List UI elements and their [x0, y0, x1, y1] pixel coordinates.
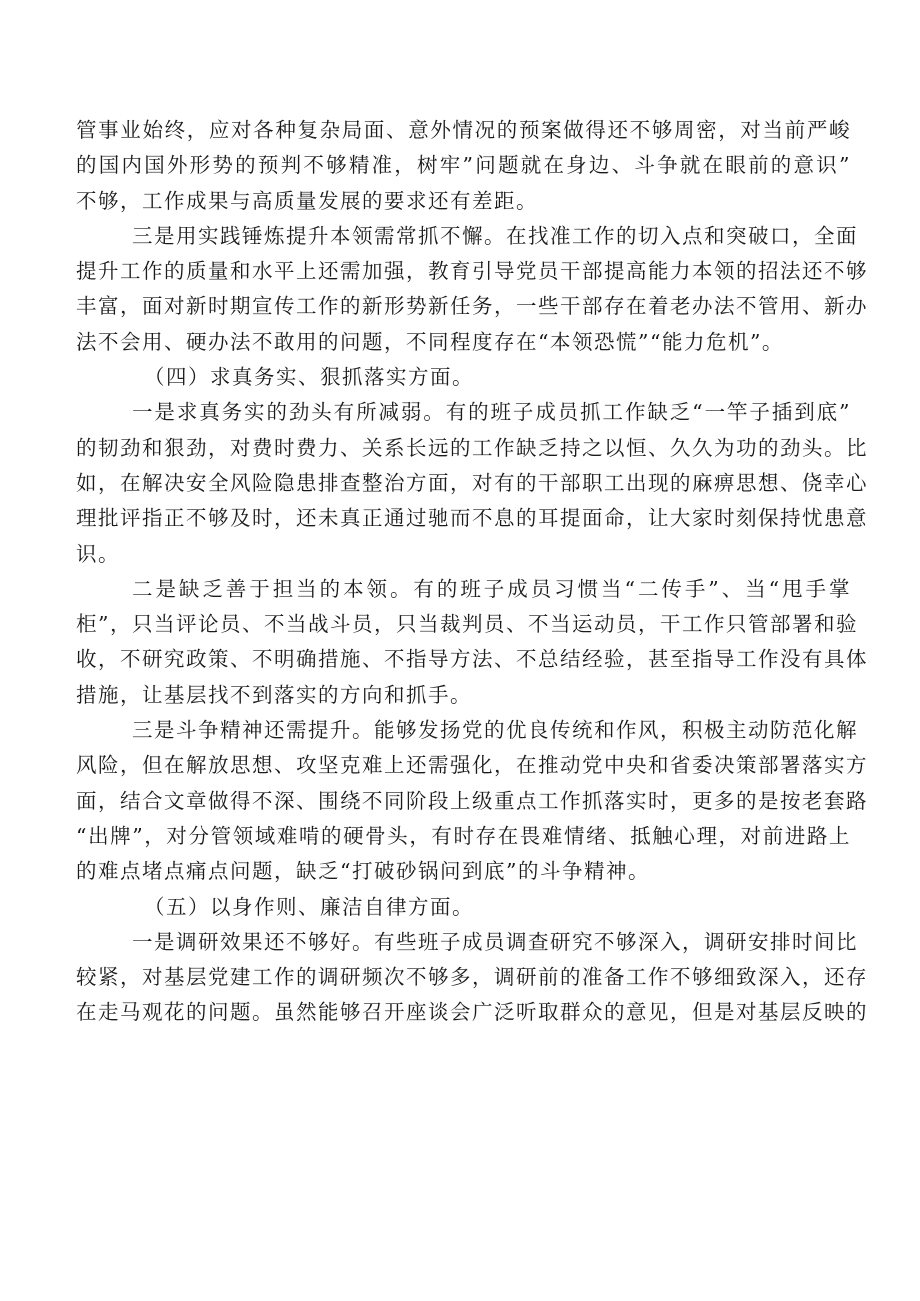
text-line: 理批评指正不够及时，还未真正通过驰而不息的耳提面命，让大家时刻保持忧患意 [76, 506, 868, 531]
text-line: 较紧，对基层党建工作的调研频次不够多，调研前的准备工作不够细致深入，还存 [76, 965, 868, 990]
text-line: 柜”，只当评论员、不当战斗员，只当裁判员、不当运动员，干工作只管部署和验 [76, 612, 858, 637]
text-line: 收，不研究政策、不明确措施、不指导方法、不总结经验，甚至指导工作没有具体 [76, 647, 868, 672]
paragraph-start: 二是缺乏善于担当的本领。有的班子成员习惯当“二传手”、当“甩手掌 [132, 576, 851, 601]
section-heading: （五）以身作则、廉洁自律方面。 [144, 894, 474, 919]
text-line: 的国内国外形势的预判不够精准，树牢”问题就在身边、斗争就在眼前的意识” [76, 153, 851, 178]
body-text [76, 113, 868, 1031]
paragraph-start: 一是求真务实的劲头有所减弱。有的班子成员抓工作缺乏“一竿子插到底” [132, 400, 851, 425]
text-line: 不够，工作成果与高质量发展的要求还有差距。 [76, 188, 538, 213]
text-line: 识。 [76, 541, 120, 566]
text-line: 风险，但在解放思想、攻坚克难上还需强化，在推动党中央和省委决策部署落实方 [76, 753, 868, 778]
text-line: 的韧劲和狠劲，对费时费力、关系长远的工作缺乏持之以恒、久久为功的劲头。比 [76, 435, 868, 460]
paragraph-start: 三是斗争精神还需提升。能够发扬党的优良传统和作风，积极主动防范化解 [132, 718, 858, 743]
section-heading: （四）求真务实、狠抓落实方面。 [144, 365, 474, 390]
text-line: 在走马观花的问题。虽然能够召开座谈会广泛听取群众的意见，但是对基层反映的 [76, 1000, 868, 1025]
text-line: 如，在解决安全风险隐患排查整治方面，对有的干部职工出现的麻痹思想、侥幸心 [76, 470, 868, 495]
text-line: 的难点堵点痛点问题，缺乏“打破砂锅问到底”的斗争精神。 [76, 859, 650, 884]
text-line: 法不会用、硬办法不敢用的问题，不同程度存在“本领恐慌”“能力危机”。 [76, 329, 784, 354]
text-line: 管事业始终，应对各种复杂局面、意外情况的预案做得还不够周密，对当前严峻 [76, 118, 851, 142]
text-line: 面，结合文章做得不深、围绕不同阶段上级重点工作抓落实时，更多的是按老套路 [76, 788, 868, 813]
text-line: “出牌”，对分管领域难啃的硬骨头，有时存在畏难情绪、抵触心理，对前进路上 [76, 823, 851, 848]
text-line: 丰富，面对新时期宣传工作的新形势新任务，一些干部存在着老办法不管用、新办 [76, 294, 868, 319]
text-line: 措施，让基层找不到落实的方向和抓手。 [76, 682, 472, 707]
text-line: 提升工作的质量和水平上还需加强，教育引导党员干部提高能力本领的招法还不够 [76, 259, 868, 284]
paragraph-start: 三是用实践锤炼提升本领需常抓不懈。在找准工作的切入点和突破口，全面 [132, 223, 858, 248]
paragraph-start: 一是调研效果还不够好。有些班子成员调查研究不够深入，调研安排时间比 [132, 929, 858, 954]
